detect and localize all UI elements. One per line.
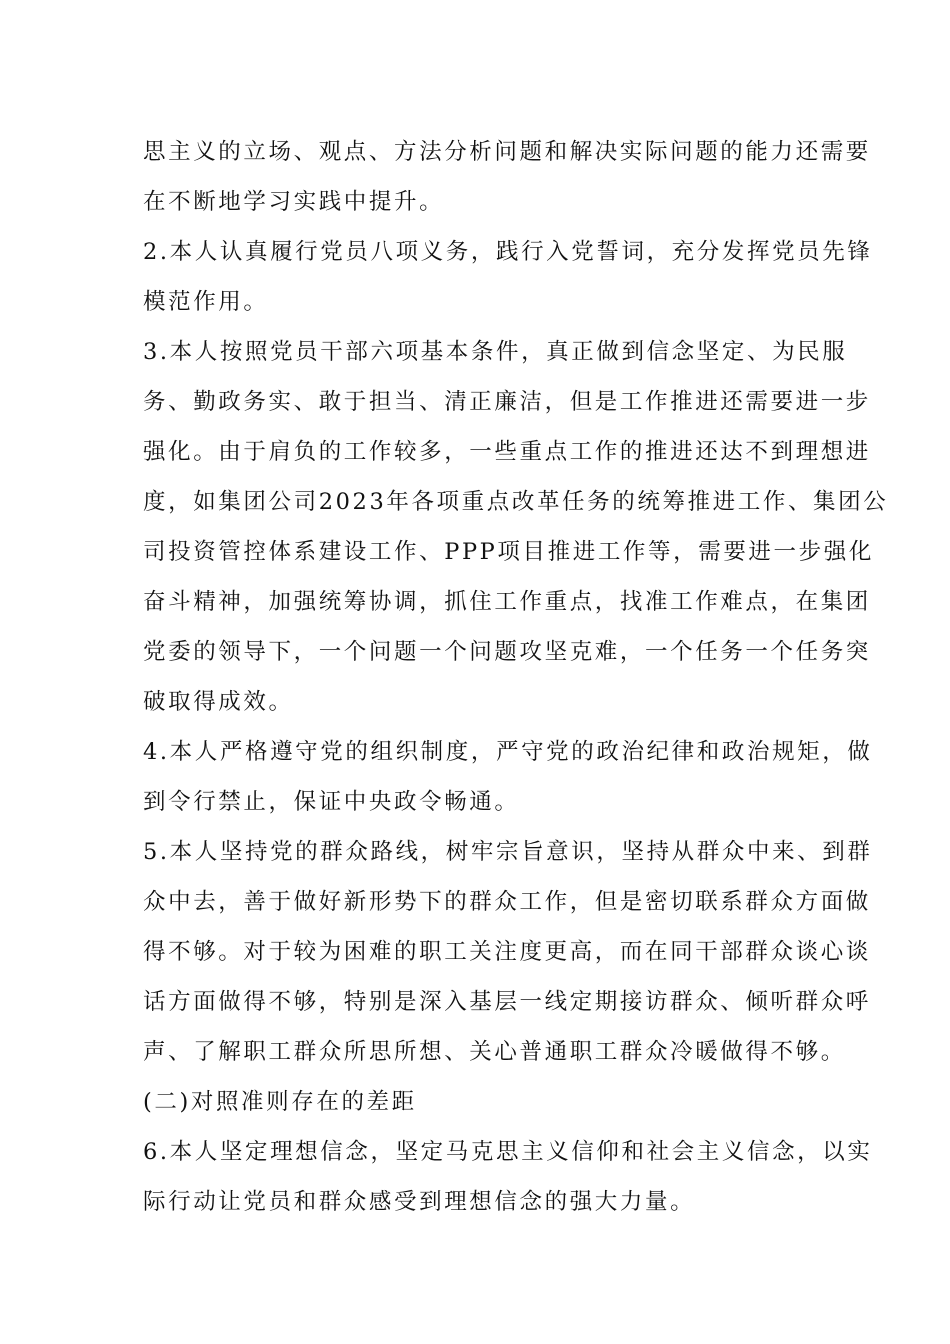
text-line: 奋斗精神，加强统筹协调，抓住工作重点，找准工作难点，在集团: [143, 589, 871, 615]
text-line: 话方面做得不够，特别是深入基层一线定期接访群众、倾听群众呼: [143, 989, 871, 1015]
text-line: 际行动让党员和群众感受到理想信念的强大力量。: [143, 1189, 696, 1215]
text-line: 众中去，善于做好新形势下的群众工作，但是密切联系群众方面做: [143, 889, 871, 915]
text-line: 3.本人按照党员干部六项基本条件，真正做到信念坚定、为民服: [143, 339, 848, 365]
text-line: 5.本人坚持党的群众路线，树牢宗旨意识，坚持从群众中来、到群: [143, 839, 873, 865]
text-line: 思主义的立场、观点、方法分析问题和解决实际问题的能力还需要: [143, 139, 871, 165]
text-line: 4.本人严格遵守党的组织制度，严守党的政治纪律和政治规矩，做: [143, 739, 873, 765]
text-line: 声、了解职工群众所思所想、关心普通职工群众冷暖做得不够。: [143, 1039, 846, 1065]
text-line: 到令行禁止，保证中央政令畅通。: [143, 789, 520, 815]
text-line: 得不够。对于较为困难的职工关注度更高，而在同干部群众谈心谈: [143, 939, 871, 965]
text-line: 务、勤政务实、敢于担当、清正廉洁，但是工作推进还需要进一步: [143, 389, 871, 415]
text-line: 司投资管控体系建设工作、PPP项目推进工作等，需要进一步强化: [143, 539, 874, 565]
text-line: 在不断地学习实践中提升。: [143, 189, 445, 215]
text-line: 6.本人坚定理想信念，坚定马克思主义信仰和社会主义信念，以实: [143, 1139, 873, 1165]
text-line: 强化。由于肩负的工作较多，一些重点工作的推进还达不到理想进: [143, 439, 871, 465]
text-line: 党委的领导下，一个问题一个问题攻坚克难，一个任务一个任务突: [143, 639, 871, 665]
text-line: 模范作用。: [143, 289, 269, 315]
section-heading: (二)对照准则存在的差距: [143, 1089, 417, 1115]
text-line: 2.本人认真履行党员八项义务，践行入党誓词，充分发挥党员先锋: [143, 239, 873, 265]
text-line: 度，如集团公司2023年各项重点改革任务的统筹推进工作、集团公: [143, 489, 889, 515]
text-line: 破取得成效。: [143, 689, 294, 715]
